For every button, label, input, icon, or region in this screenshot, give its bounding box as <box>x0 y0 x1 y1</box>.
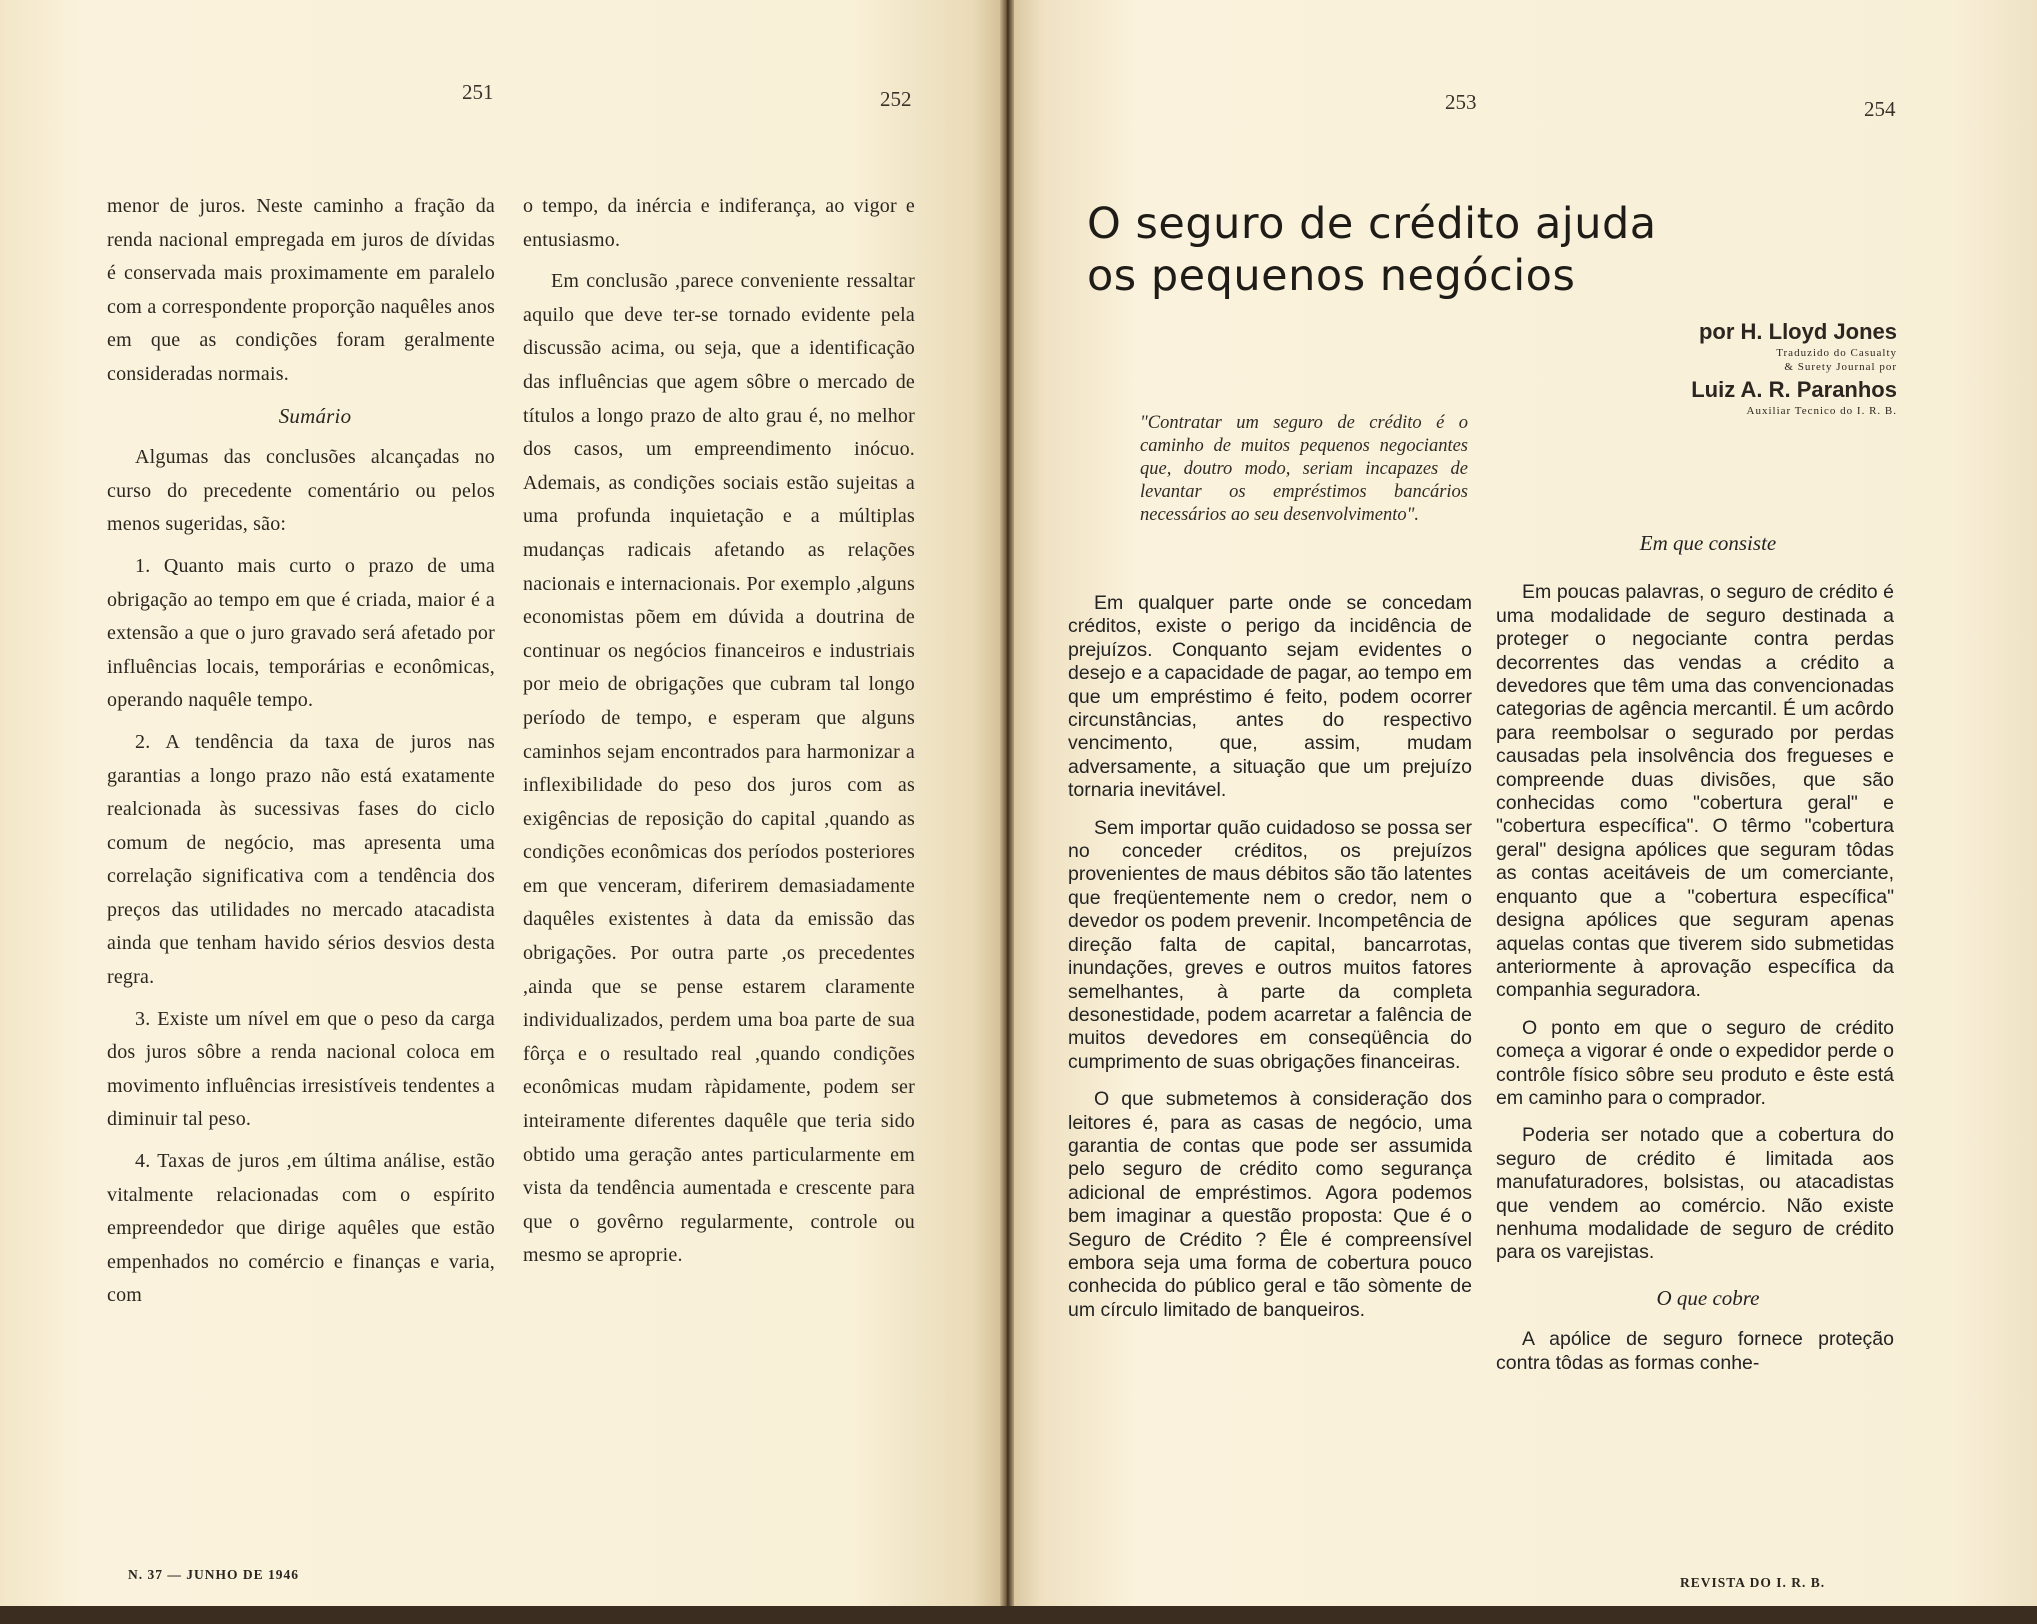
byline <box>1577 318 1897 418</box>
paragraph: Sem importar quão cuidadoso se possa ser no conceder créditos, os prejuízos provenientes de maus débitos são tão latentes que freqüentemente nem o credor, nem o devedor os podem prevenir. Incompetência de direção falta de capital, bancarrotas, inundações, greves e outros muitos fatores semelhantes, à parte da completa desonestidade, podem acarretar a falência de muitos devedores em conseqüência do cumprimento de suas obrigações financeiras. <box>1068 816 1472 1073</box>
translator-role: Auxiliar Tecnico do I. R. B. <box>1746 405 1897 417</box>
paragraph: menor de juros. Neste caminho a fração da renda nacional empregada em juros de dívidas é conservada mais proximamente em paralelo com a correspondente proporção naquêles anos em que as condições foram geralmente consideradas normais. <box>107 195 495 385</box>
translation-note: Traduzido do Casualty <box>1776 347 1897 359</box>
paragraph: Poderia ser notado que a cobertura do seguro de crédito é limitada aos manufaturadores, bolsistas, ou atacadistas que vendem ao comércio. Não existe nenhuma modalidade de seguro de crédito para os varejistas. <box>1496 1124 1894 1264</box>
list-item: 2. A tendência da taxa de juros nas garantias a longo prazo não está exatamente realcionada às sucessivas fases do ciclo comum de negócio, mas apresenta uma correlação significativa com a tendência dos preços das utilidades no mercado atacadista ainda que tenham havido sérios desvios desta regra. <box>107 730 495 989</box>
scan-edge <box>0 1606 2037 1624</box>
pull-quote: "Contratar um seguro de crédito é o caminho de muitos pequenos negociantes que, doutro modo, seriam incapazes de levantar os empréstimos bancários necessários ao seu desenvolvimento". <box>1140 413 1468 525</box>
page-number-254: 254 <box>1864 97 1896 121</box>
list-item: 1. Quanto mais curto o prazo de uma obrigação ao tempo em que é criada, maior é a extensão a que o juro gravado será afetado por influências locais, temporárias e econômicas, operando naquêle tempo. <box>107 554 495 712</box>
paragraph: o tempo, da inércia e indiferança, ao vigor e entusiasmo. <box>523 195 915 251</box>
right-column-2 <box>1496 532 1894 1389</box>
title-line: os pequenos negócios <box>1087 251 1576 301</box>
section-heading-o-que-cobre: O que cobre <box>1656 1285 1760 1310</box>
article-title <box>1087 198 1687 302</box>
left-column-1 <box>107 190 495 1321</box>
footer-issue: N. 37 — JUNHO DE 1946 <box>128 1567 300 1582</box>
section-heading-em-que-consiste: Em que consiste <box>1639 531 1777 555</box>
paragraph: Em poucas palavras, o seguro de crédito é uma modalidade de seguro destinada a proteger o negociante contra perdas decorrentes das vendas a crédito a devedores que têm uma das convencionadas categorias de agência mercantil. É um acôrdo para reembolsar o segurado por perdas causadas pela insolvência dos fregueses e compreende duas divisões, que são conhecidas como "cobertura geral" e "cobertura específica". O têrmo "cobertura geral" designa apólices que seguram tôdas as contas aceitáveis de um comerciante, enquanto que a "cobertura específica" designa apólices que seguram apenas aquelas contas que tiverem sido submetidas anteriormente à aprovação específica da companhia seguradora. <box>1496 581 1894 1002</box>
author: por H. Lloyd Jones <box>1698 319 1897 344</box>
title-line: O seguro de crédito ajuda <box>1087 199 1657 249</box>
footer-journal: REVISTA DO I. R. B. <box>1680 1575 1826 1590</box>
left-column-2 <box>523 190 915 1281</box>
paragraph: O que submetemos à consideração dos leitores é, para as casas de negócio, uma garantia de contas que pode ser assumida pelo seguro de crédito como segurança adicional de empréstimos. Agora podemos bem imaginar a questão proposta: Que é o Seguro de Crédito ? Êle é compreensível embora seja uma forma de cobertura pouco conhecida do público geral e tão sòmente de um círculo limitado de banqueiros. <box>1068 1088 1472 1321</box>
list-item: 3. Existe um nível em que o peso da carga dos juros sôbre a renda nacional coloca em movimento influências irresistíveis tendentes a diminuir tal peso. <box>107 1007 495 1131</box>
page-number-251: 251 <box>462 80 494 104</box>
paragraph: A apólice de seguro fornece proteção contra tôdas as formas conhe- <box>1496 1328 1894 1374</box>
right-column-1 <box>1068 592 1472 1336</box>
page-number-253: 253 <box>1445 90 1477 114</box>
paragraph: O ponto em que o seguro de crédito começa a vigorar é onde o expedidor perde o contrôle físico sôbre seu produto e êste está em caminho para o comprador. <box>1496 1016 1894 1109</box>
paragraph: Algumas das conclusões alcançadas no curso do precedente comentário ou pelos menos sugeridas, são: <box>107 446 495 536</box>
translator: Luiz A. R. Paranhos <box>1691 377 1897 402</box>
page-number-252: 252 <box>880 87 912 111</box>
paragraph: Em qualquer parte onde se concedam créditos, existe o perigo da incidência de prejuízos. Conquanto sejam evidentes o desejo e a capacidade de pagar, ao tempo em que um empréstimo é feito, podem ocorrer circunstâncias, antes do respectivo vencimento, que, assim, mudam adversamente, a situação que um prejuízo tornaria inevitável. <box>1068 592 1472 802</box>
list-item: 4. Taxas de juros ,em última análise, estão vitalmente relacionadas com o espírito empreendedor que dirige aquêles que estão empenhados no comércio e finanças e varia, com <box>107 1150 495 1307</box>
translation-note: & Surety Journal por <box>1784 361 1897 373</box>
paragraph: Em conclusão ,parece conveniente ressaltar aquilo que deve ter-se tornado evidente pela discussão acima, ou seja, que a identificação das influências que agem sôbre o mercado de títulos a longo prazo de alto grau é, no melhor dos casos, um empreendimento inócuo. Ademais, as condições sociais estão sujeitas a uma profunda inquietação e a múltiplas mudanças radicais afetando as relações nacionais e internacionais. Por exemplo ,alguns economistas põem em dúvida a doutrina de continuar os negócios financeiros e industriais por meio de obrigações que cubram tal longo período de tempo, e esperam que alguns caminhos sejam encontrados para harmonizar a inflexibilidade do peso dos juros com as exigências de reposição do capital ,quando as condições econômicas dos períodos posteriores em que venceram, diferirem demasiadamente daquêles existentes à data da emissão das obrigações. Por outra parte ,os precedentes ,ainda que se pense estarem claramente individualizados, perdem uma boa parte de sua fôrça e o resultado real ,quando condições econômicas mudam ràpidamente, podem ser inteiramente diferentes daquêle que teria sido obtido uma geração antes particularmente em vista da tendência aumentada e crescente para que o govêrno regularmente, controle ou mesmo se aproprie. <box>523 270 915 1267</box>
book-gutter <box>1000 0 1014 1624</box>
section-heading-sumario: Sumário <box>278 403 352 428</box>
